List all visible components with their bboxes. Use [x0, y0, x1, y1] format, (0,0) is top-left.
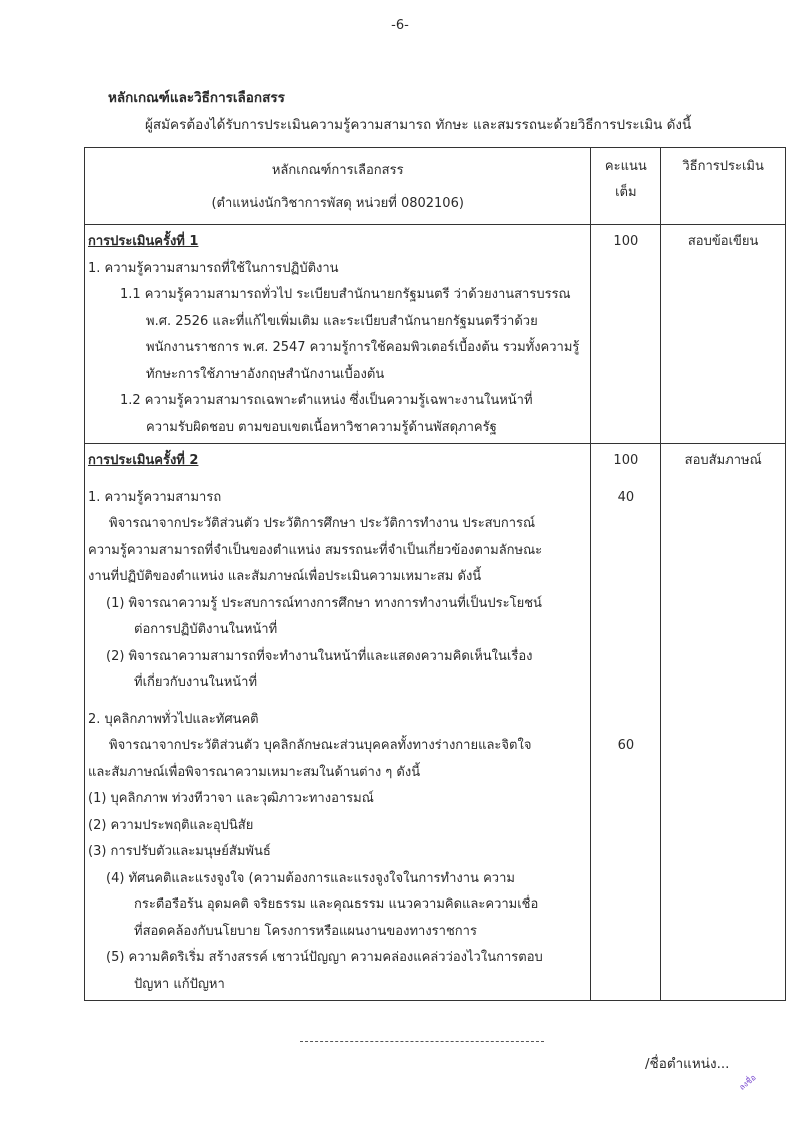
round2-scores [591, 444, 661, 1001]
round2-item2-sub4: ที่สอดคล้องกับนโยบาย โครงการหรือแผนงานของทางราชการ [134, 923, 477, 939]
round1-method: สอบข้อเขียน [661, 225, 786, 444]
round2-item1-sub1: (1) พิจารณาความรู้ ประสบการณ์ทางการศึกษา ทางการทำงานที่เป็นประโยชน์ [106, 595, 542, 611]
round1-score: 100 [591, 225, 661, 444]
signature-stamp: ลงชื่อ [737, 1072, 758, 1093]
round1-item1-1-line: ทักษะการใช้ภาษาอังกฤษสำนักงานเบื้องต้น [146, 366, 385, 382]
round2-item2-sub3: (3) การปรับตัวและมนุษย์สัมพันธ์ [88, 844, 271, 859]
header-criteria [85, 148, 591, 225]
round2-method: สอบสัมภาษณ์ [661, 444, 786, 1001]
table-row-round2 [85, 444, 786, 1001]
round2-item2-desc: พิจารณาจากประวัติส่วนตัว บุคลิกลักษณะส่วนบุคคลทั้งทางร่างกายและจิตใจ [109, 738, 532, 753]
table-header-row [85, 148, 786, 225]
header-score-line2: เต็ม [615, 185, 637, 200]
round2-item2-sub5: ปัญหา แก้ปัญหา [134, 976, 225, 992]
round2-item2-sub4: (4) ทัศนคติและแรงจูงใจ (ความต้องการและแรงจูงใจในการทำงาน ความ [106, 870, 515, 886]
round1-item1-1-line: พ.ศ. 2526 และที่แก้ไขเพิ่มเติม และระเบียบสำนักนายกรัฐมนตรีว่าด้วย [146, 313, 538, 329]
round1-title: การประเมินครั้งที่ 1 [88, 234, 199, 249]
continuation-text: /ชื่อตำแหน่ง... [645, 1056, 730, 1072]
round2-item2-sub1: (1) บุคลิกภาพ ท่วงทีวาจา และวุฒิภาวะทางอารมณ์ [88, 791, 374, 806]
intro-paragraph: ผู้สมัครต้องได้รับการประเมินความรู้ความสามารถ ทักษะ และสมรรถนะด้วยวิธีการประเมิน ดังนี้ [145, 117, 692, 133]
round1-criteria [85, 225, 591, 444]
criteria-table [84, 147, 786, 1001]
round2-item2-sub5: (5) ความคิดริเริ่ม สร้างสรรค์ เชาวน์ปัญญา ความคล่องแคล่วว่องไวในการตอบ [106, 950, 543, 965]
round2-item1-sub2: (2) พิจารณาความสามารถที่จะทำงานในหน้าที่และแสดงความคิดเห็นในเรื่อง [106, 648, 533, 664]
round2-item2-sub4: กระตือรือร้น อุดมคติ จริยธรรม และคุณธรรม แนวความคิดและความเชื่อ [134, 897, 539, 912]
round2-item1-desc: พิจารณาจากประวัติส่วนตัว ประวัติการศึกษา ประวัติการทำงาน ประสบการณ์ [109, 516, 536, 531]
section-heading: หลักเกณฑ์และวิธีการเลือกสรร [108, 90, 285, 106]
table-row-round1 [85, 225, 786, 444]
round1-item1: 1. ความรู้ความสามารถที่ใช้ในการปฏิบัติงาน [88, 260, 339, 276]
round2-item2-score: 60 [617, 738, 635, 753]
round1-item1-1-line: พนักงานราชการ พ.ศ. 2547 ความรู้การใช้คอมพิวเตอร์เบื้องต้น รวมทั้งความรู้ [146, 340, 580, 355]
header-score [591, 148, 661, 225]
round1-item1-2-line: ความรับผิดชอบ ตามขอบเขตเนื้อหาวิชาความรู้ด้านพัสดุภาครัฐ [146, 419, 497, 435]
round2-item1-sub2: ที่เกี่ยวกับงานในหน้าที่ [134, 675, 258, 690]
header-score-line1: คะแนน [604, 159, 647, 174]
round2-item2-sub2: (2) ความประพฤติและอุปนิสัย [88, 817, 254, 833]
round2-title: การประเมินครั้งที่ 2 [88, 453, 199, 468]
header-criteria-title: หลักเกณฑ์การเลือกสรร [271, 163, 404, 178]
round2-item1-score: 40 [617, 489, 635, 505]
round2-item1-desc: ความรู้ความสามารถที่จำเป็นของตำแหน่ง สมรรถนะที่จำเป็นเกี่ยวข้องตามลักษณะ [88, 542, 543, 558]
header-method: วิธีการประเมิน [661, 148, 786, 225]
round1-item1-1-line: 1.1 ความรู้ความสามารถทั่วไป ระเบียบสำนักนายกรัฐมนตรี ว่าด้วยงานสารบรรณ [120, 287, 571, 302]
round2-item1-sub1: ต่อการปฏิบัติงานในหน้าที่ [134, 622, 278, 637]
page-number: -6- [391, 18, 409, 33]
round2-criteria [85, 444, 591, 1001]
round2-item1-desc: งานที่ปฏิบัติของตำแหน่ง และสัมภาษณ์เพื่อประเมินความเหมาะสม ดังนี้ [88, 569, 482, 584]
round2-total-score: 100 [613, 453, 639, 468]
footer-divider [300, 1041, 544, 1042]
round2-item2-title: 2. บุคลิกภาพทั่วไปและทัศนคติ [88, 711, 259, 727]
round2-item1-title: 1. ความรู้ความสามารถ [88, 489, 222, 505]
header-criteria-position: (ตำแหน่งนักวิชาการพัสดุ หน่วยที่ 0802106) [211, 196, 464, 211]
round2-item2-desc: และสัมภาษณ์เพื่อพิจารณาความเหมาะสมในด้านต่าง ๆ ดังนี้ [88, 764, 421, 780]
round1-item1-2-line: 1.2 ความรู้ความสามารถเฉพาะตำแหน่ง ซึ่งเป็นความรู้เฉพาะงานในหน้าที่ [120, 393, 533, 408]
